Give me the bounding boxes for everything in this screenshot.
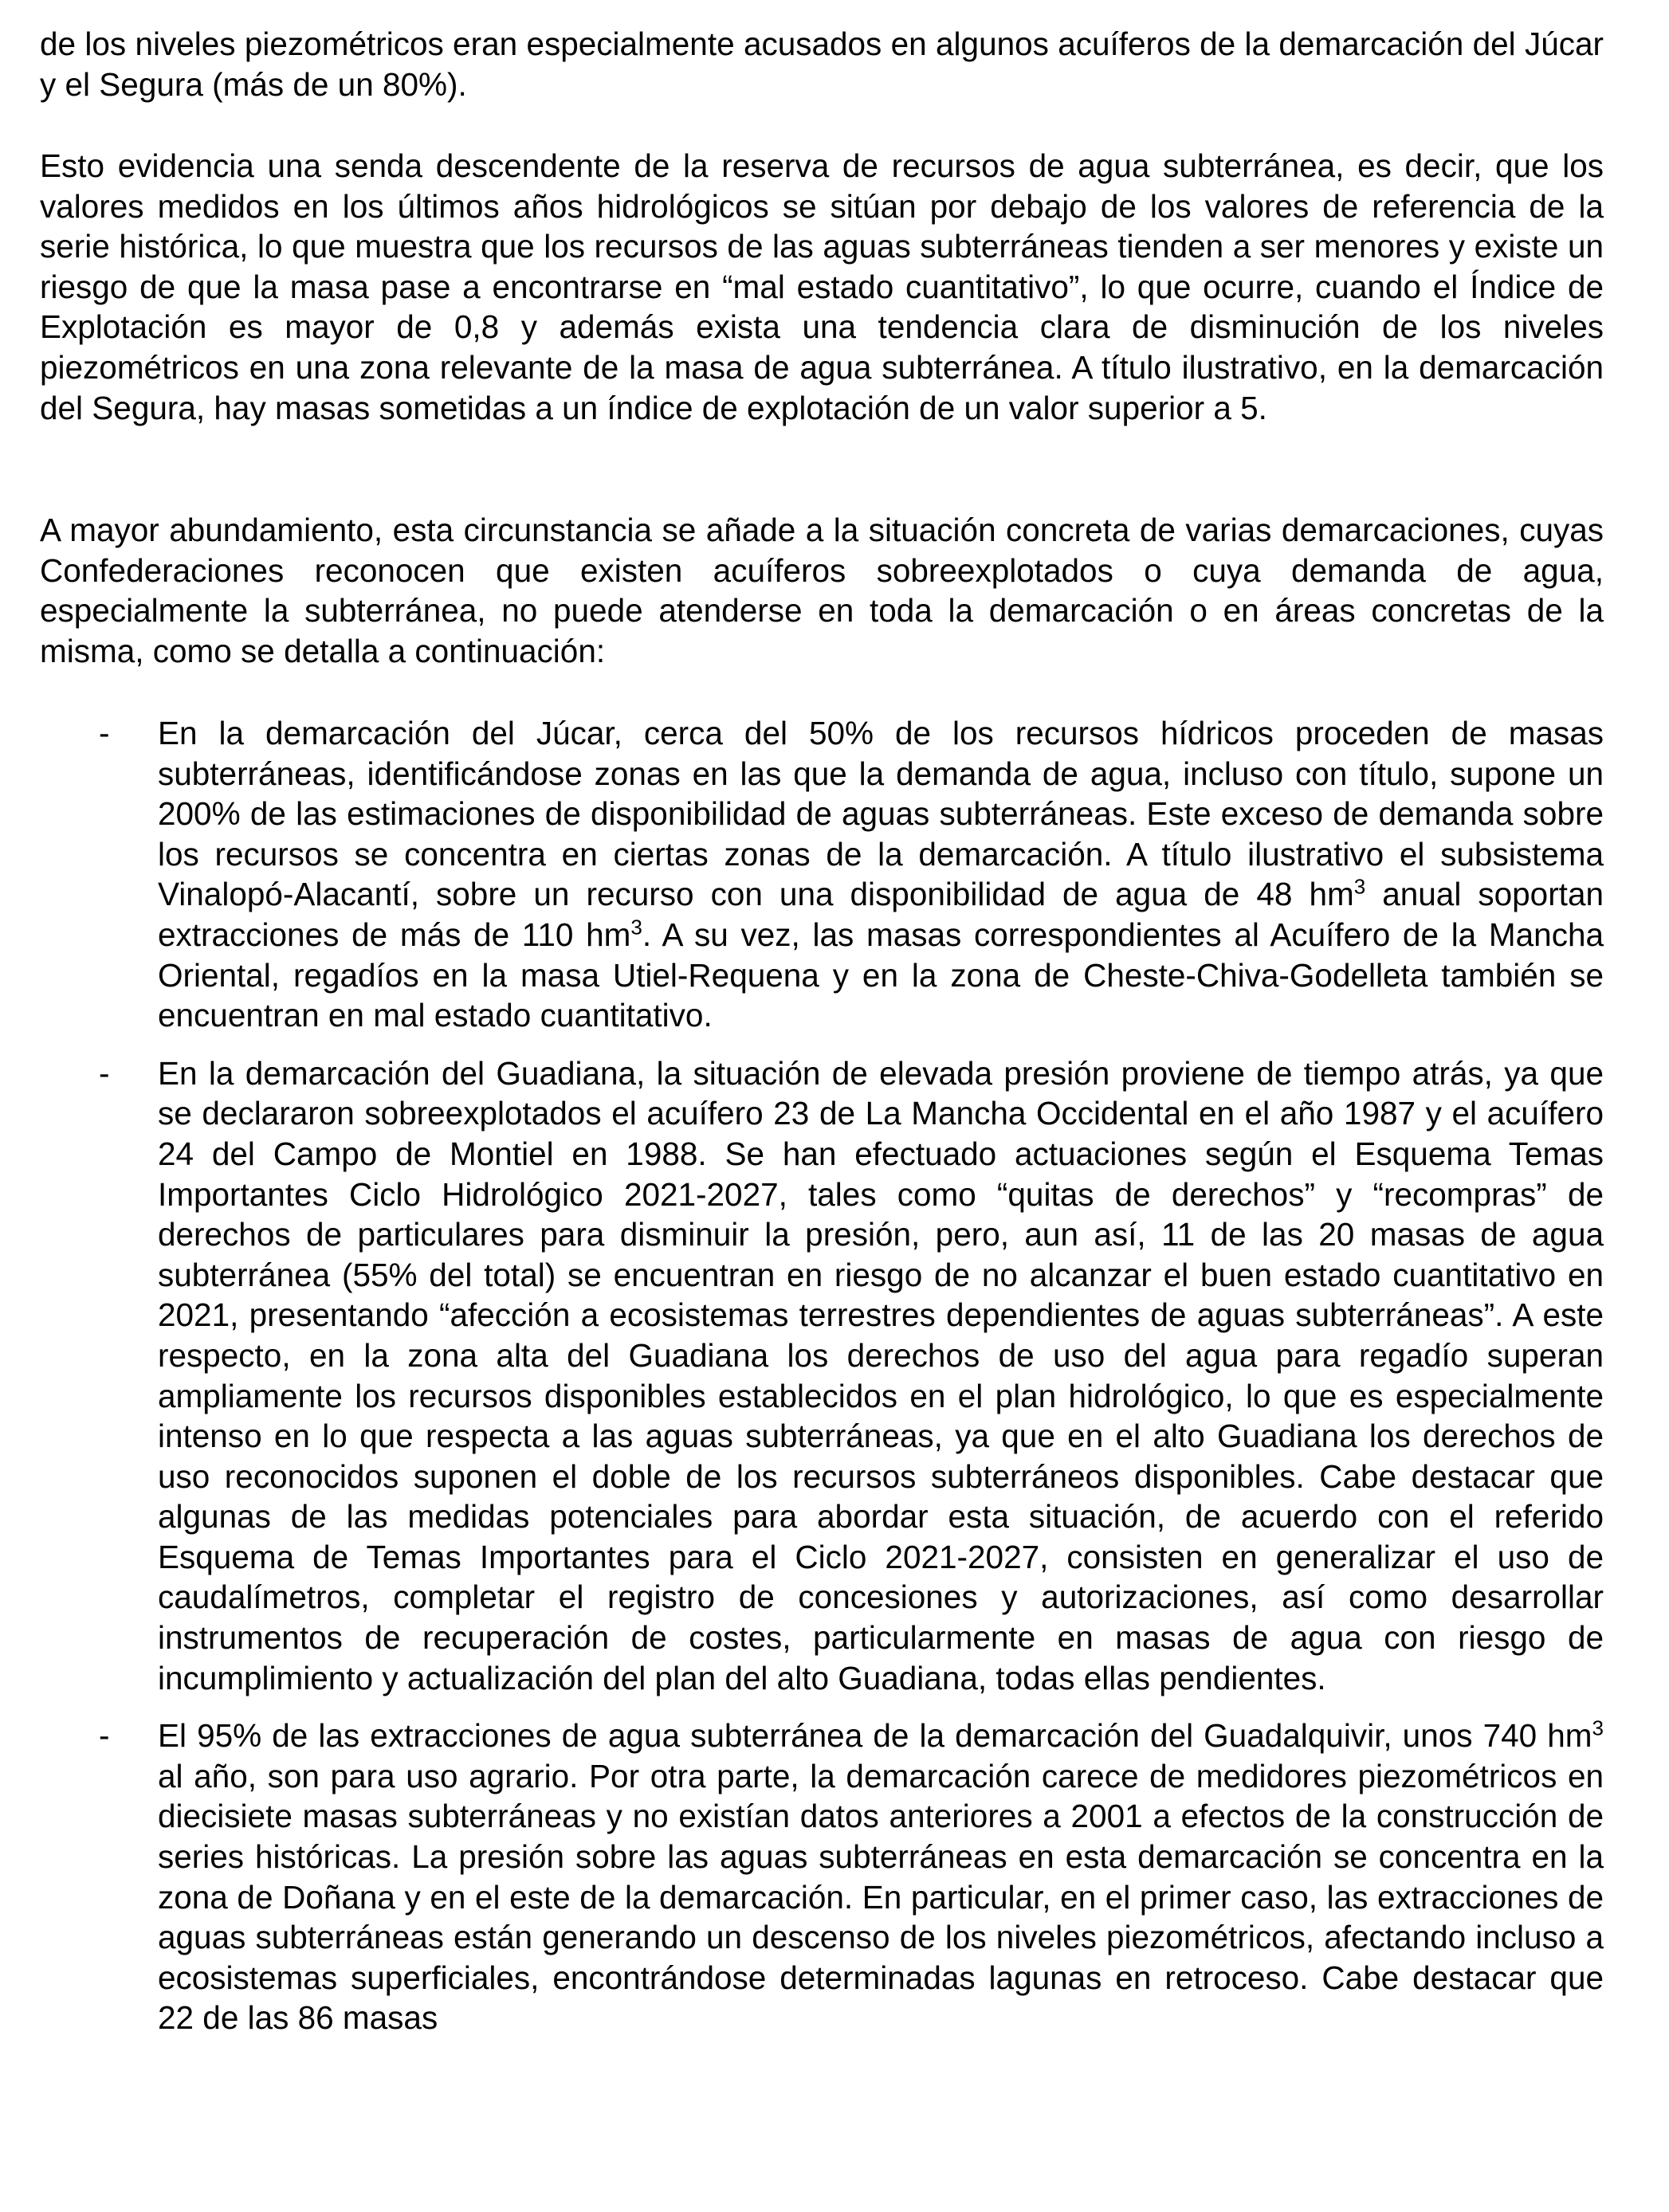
bullet-text: En la demarcación del Guadiana, la situación de elevada presión proviene de tiempo atrás, ya que se declararon sobreexplotados el acuífero 23 de La Mancha Occidental en el año 1987 y el acuífero 24 del Campo de Montiel en 1988. Se han efectuado actuaciones según el Esquema Temas Importantes Ciclo Hidrológico 2021-2027, tales como “quitas de derechos” y “recompras” de derechos de particulares para disminuir la presión, pero, aun así, 11 de las 20 masas de agua subterránea (55% del total) se encuentran en riesgo de no alcanzar el buen estado cuantitativo en 2021, presentando “afección a ecosistemas terrestres dependientes de aguas subterráneas”. A este respecto, en la zona alta del Guadiana los derechos de uso del agua para regadío superan ampliamente los recursos disponibles establecidos en el plan hidrológico, lo que es especialmente intenso en lo que respecta a las aguas subterráneas, ya que en el alto Guadiana los derechos de uso reconocidos suponen el doble de los recursos subterráneos disponibles. Cabe destacar que algunas de las medidas potenciales para abordar esta situación, de acuerdo con el referido Esquema de Temas Importantes para el Ciclo 2021-2027, consisten en generalizar el uso de caudalímetros, completar el registro de concesiones y autorizaciones, así como desarrollar instrumentos de recuperación de costes, particularmente en masas de agua con riesgo de incumplimiento y actualización del plan del alto Guadiana, todas ellas pendientes. — [158, 1054, 1604, 1696]
bullet-text: anual soportan extracciones de más de 110 hm — [158, 876, 1604, 953]
list-item-guadiana — [40, 1053, 1604, 1699]
list-item-jucar — [40, 713, 1604, 1036]
bullet-dash: - — [99, 715, 110, 751]
bullet-text: . A su vez, las masas correspondientes al Acuífero de la Mancha Oriental, regadíos en la masa Utiel-Requena y en la zona de Cheste-Chiva-Godelleta también se encuentran en mal estado cuantitativo. — [158, 916, 1604, 1034]
bullet-dash: - — [99, 1054, 110, 1092]
list-item-guadalquivir — [40, 1716, 1604, 2038]
superscript: 3 — [1353, 874, 1366, 899]
paragraph-continuation: de los niveles piezométricos eran especialmente acusados en algunos acuíferos de la demarcación del Júcar y el Segura (más de un 80%). — [40, 25, 1604, 103]
paragraph-reserve-trend: Esto evidencia una senda descendente de la reserva de recursos de agua subterránea, es decir, que los valores medidos en los últimos años hidrológicos se sitúan por debajo de los valores de referencia de la serie histórica, lo que muestra que los recursos de las aguas subterráneas tienden a ser menores y existe un riesgo de que la masa pase a encontrarse en “mal estado cuantitativo”, lo que ocurre, cuando el Índice de Explotación es mayor de 0,8 y además exista una tendencia clara de disminución de los niveles piezométricos en una zona relevante de la masa de agua subterránea. A título ilustrativo, en la demarcación del Segura, hay masas sometidas a un índice de explotación de un valor superior a 5. — [40, 147, 1604, 426]
bullet-text: El 95% de las extracciones de agua subterránea de la demarcación del Guadalquivir, unos 740 hm — [158, 1717, 1592, 1755]
bullet-text: al año, son para uso agrario. Por otra parte, la demarcación carece de medidores piezométricos en diecisiete masas subterráneas y no existían datos anteriores a 2001 a efectos de la construcción de series históricas. La presión sobre las aguas subterráneas en esta demarcación se concentra en la zona de Doñana y en el este de la demarcación. En particular, en el primer caso, las extracciones de aguas subterráneas están generando un descenso de los niveles piezométricos, afectando incluso a ecosistemas superficiales, encontrándose determinadas lagunas en retroceso. Cabe destacar que 22 de las 86 masas — [158, 1757, 1604, 2037]
demarcation-list — [40, 713, 1604, 2038]
bullet-dash: - — [99, 1717, 110, 1755]
bullet-text: En la demarcación del Júcar, cerca del 50% de los recursos hídricos proceden de masas subterráneas, identificándose zonas en las que la demanda de agua, incluso con título, supone un 200% de las estimaciones de disponibilidad de aguas subterráneas. Este exceso de demanda sobre los recursos se concentra en ciertas zonas de la demarcación. A título ilustrativo el subsistema Vinalopó-Alacantí, sobre un recurso con una disponibilidad de agua de 48 hm — [158, 715, 1604, 913]
paragraph-demarcations-intro: A mayor abundamiento, esta circunstancia se añade a la situación concreta de varias demarcaciones, cuyas Confederaciones reconocen que existen acuíferos sobreexplotados o cuya demanda de agua, especialmente la subterránea, no puede atenderse en toda la demarcación o en áreas concretas de la misma, como se detalla a continuación: — [40, 512, 1604, 669]
superscript: 3 — [1592, 1716, 1604, 1740]
superscript: 3 — [630, 915, 642, 939]
